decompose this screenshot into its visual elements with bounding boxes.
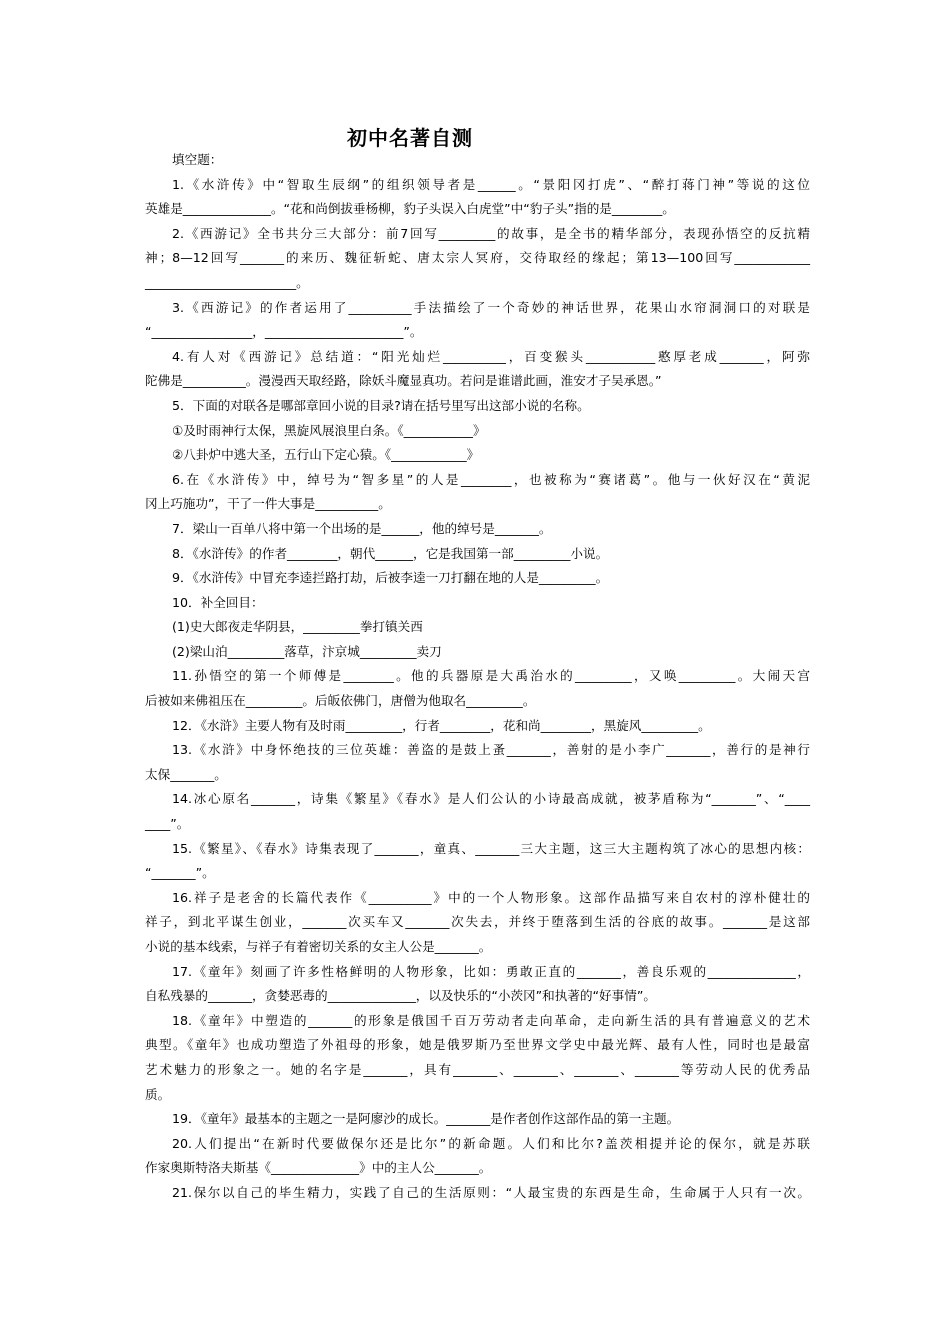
text-line [145,1058,810,1083]
line-text: 16.祥子是老舍的长篇代表作《__________》中的一个人物形象。这部作品描写来自农村的淳朴健壮的 [172,889,810,905]
text-line [145,443,810,468]
line-text: 艺术魅力的形象之一。她的名字是_______，具有_______、_______、_______、_______等劳动人民的优秀品 [145,1061,810,1077]
text-line [145,787,810,812]
line-text: (2)梁山泊_________落草，汴京城_________卖刀 [172,643,442,659]
line-text: 陀佛是__________。漫漫西天取经路，除妖斗魔显真功。若问是谁谱此画，淮安才子吴承恩。” [145,373,662,389]
line-text: 神；8—12回写_______的来历、魏征斩蛇、唐太宗人冥府，交待取经的缘起；第13—100回写____________ [145,250,810,266]
text-line [145,1033,810,1058]
line-text: 小说的基本线索，与祥子有着密切关系的女主人公是_______。 [145,939,492,954]
line-text: 质。 [145,1086,171,1102]
line-text: 21.保尔以自己的毕生精力，实践了自己的生活原则：“人最宝贵的东西是生命，生命属于人只有一次。 [172,1184,810,1200]
line-text: 填空题： [172,152,223,167]
text-line [145,615,810,640]
text-line [145,542,810,567]
text-line [145,689,810,714]
line-text: 8．《水浒传》的作者________，朝代______，它是我国第一部_________小说。 [172,545,609,561]
line-text: 自私残暴的_______，贪婪恶毒的______________，以及快乐的“小茨冈”和执著的“好事情”。 [145,988,656,1004]
text-line [145,910,810,935]
line-text: 10．补全回目： [172,594,264,610]
page-title: 初中名著自测 [347,126,473,150]
line-text: 冈上巧施功”，干了一件大事是__________。 [145,496,391,512]
line-text: 19．《童年》最基本的主题之一是阿廖沙的成长。_______是作者创作这部作品的第一主题。 [172,1111,680,1127]
line-text: ________________________。 [145,274,309,290]
text-line [145,1181,810,1206]
text-line [145,369,810,394]
text-line [145,1009,810,1034]
line-text: 4.有人对《西游记》总结道：“阳光灿烂__________，百变猴头___________憨厚老成_______，阿弥 [172,348,810,364]
text-line [145,271,810,296]
text-line [145,345,810,370]
text-line [145,566,810,591]
line-text: 典型。《童年》也成功塑造了外祖母的形象，她是俄罗斯乃至世界文学史中最光辉、最有人性，同时也是最富 [145,1037,810,1053]
text-line [145,320,810,345]
line-text: 1.《水浒传》中“智取生辰纲”的组织领导者是______。“景阳冈打虎”、“醉打蒋门神”等说的这位 [172,176,810,192]
text-line [145,517,810,542]
line-text: 英雄是______________。“花和尚倒拔垂杨柳，豹子头误入白虎堂”中“豹子头”指的是________。 [145,201,675,217]
text-line [145,664,810,689]
line-text: ②八卦炉中逃大圣，五行山下定心猿。《____________》 [172,447,480,463]
line-text: 11.孙悟空的第一个师傅是________。他的兵器原是大禹治水的_________，又唤_________。大闹天宫 [172,668,810,684]
text-line [145,222,810,247]
text-line [145,640,810,665]
text-line [145,861,810,886]
text-line [145,1156,810,1181]
text-line [145,468,810,493]
line-text: 15.《繁星》、《春水》诗集表现了_______，童真、_______三大主题，这三大主题构筑了冰心的思想内核： [172,840,810,856]
text-line [145,148,810,173]
line-text: 6.在《水浒传》中，绰号为“智多星”的人是________，也被称为“赛诸葛”。他与一伙好汉在“黄泥 [172,471,810,487]
text-line [145,738,810,763]
text-line [145,1107,810,1132]
text-line [145,763,810,788]
text-line [145,591,810,616]
text-line [145,1132,810,1157]
text-line [145,419,810,444]
line-text: 18.《童年》中塑造的_______的形象是俄国千百万劳动者走向革命，走向新生活的具有普遍意义的艺术 [172,1012,810,1028]
text-line [145,296,810,321]
line-text: 9．《水浒传》中冒充李逵拦路打劫，后被李逵一刀打翻在地的人是_________。 [172,570,609,586]
line-text: 后被如来佛祖压在_________。后皈依佛门，唐僧为他取名_________。 [145,693,536,709]
line-text: 14.冰心原名_______，诗集《繁星》《春水》是人们公认的小诗最高成就，被茅盾称为“_______”、“____ [172,791,810,807]
line-text: 3.《西游记》的作者运用了__________手法描绘了一个奇妙的神话世界，花果山水帘洞洞口的对联是 [172,299,810,315]
line-text: 太保_______。 [145,766,227,782]
line-text: 7．梁山一百单八将中第一个出场的是______，他的绰号是_______。 [172,520,552,536]
text-line [145,886,810,911]
text-line [145,960,810,985]
line-text: 20.人们提出“在新时代要做保尔还是比尔”的新命题。人们和比尔?盖茨相提并论的保尔，就是苏联 [172,1135,810,1151]
line-text: ____”。 [145,816,190,832]
document-body [145,148,810,1206]
text-line [145,197,810,222]
line-text: 祥子，到北平谋生创业，_______次买车又_______次失去，并终于堕落到生活的谷底的故事。_______是这部 [145,914,810,930]
line-text: 5．下面的对联各是哪部章回小说的目录?请在括号里写出这部小说的名称。 [172,397,590,413]
text-line [145,714,810,739]
text-line [145,173,810,198]
line-text: 13.《水浒》中身怀绝技的三位英雄：善盗的是鼓上蚤_______，善射的是小李广_______，善行的是神行 [172,742,810,758]
text-line [145,837,810,862]
line-text: 17.《童年》刻画了许多性格鲜明的人物形象，比如：勇敢正直的_______，善良乐观的______________， [172,963,810,979]
text-line [145,246,810,271]
line-text: 12．《水浒》主要人物有及时雨_________，行者________，花和尚________，黑旋风_________。 [172,717,711,733]
line-text: 作家奥斯特洛夫斯基《______________》中的主人公_______。 [145,1160,492,1176]
text-line [145,984,810,1009]
text-line [145,394,810,419]
line-text: 2.《西游记》全书共分三大部分：前7回写_________的故事，是全书的精华部分，表现孙悟空的反抗精 [172,225,810,241]
line-text: ①及时雨神行太保，黑旋风展浪里白条。《___________》 [172,422,486,438]
line-text: “_______”。 [145,865,215,881]
line-text: (1)史大郎夜走华阴县，_________拳打镇关西 [172,619,423,635]
text-line [145,935,810,960]
text-line [145,812,810,837]
line-text: “________________，______________________”。 [145,324,423,340]
text-line [145,492,810,517]
text-line [145,1083,810,1108]
